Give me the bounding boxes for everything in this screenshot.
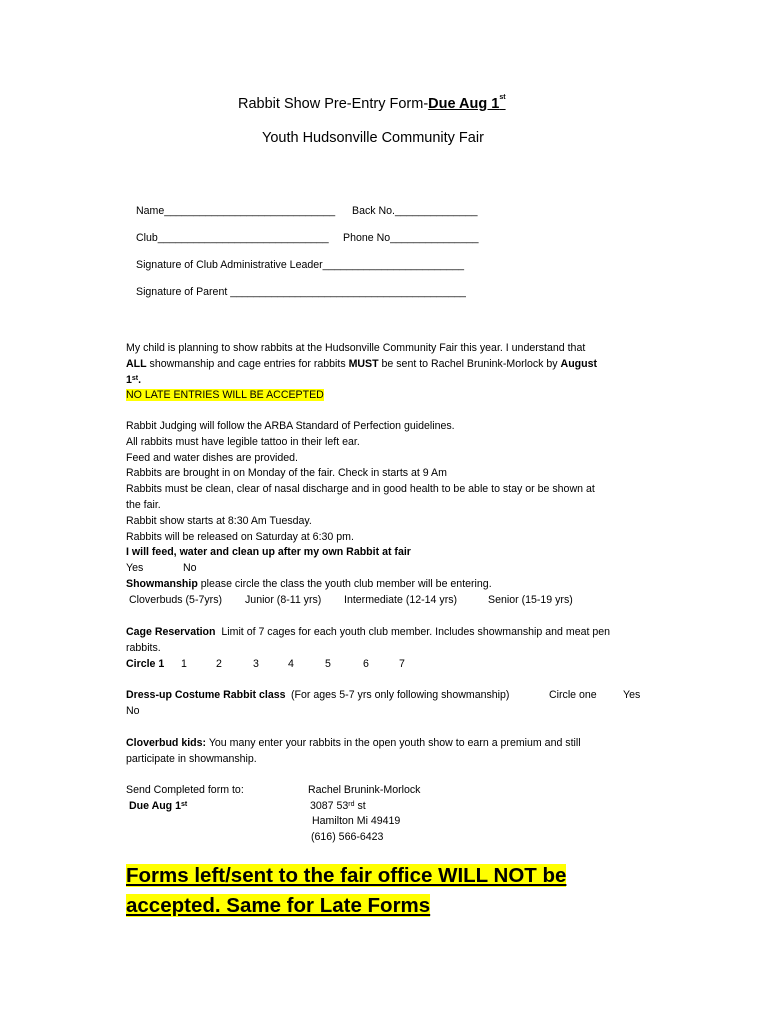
send-due-text: Due Aug 1 — [129, 800, 181, 812]
warning-text-1: Forms left/sent to the fair office WILL NOT be — [126, 864, 567, 887]
costume-circle-one: Circle one — [549, 689, 597, 701]
cage-line-1 — [126, 625, 646, 641]
pledge-no[interactable]: No — [183, 562, 197, 575]
cloverbud-line-1 — [126, 736, 646, 752]
form-title — [238, 96, 506, 112]
showmanship-classes — [126, 593, 646, 609]
rule-health-cont: the fair. — [126, 498, 161, 511]
intro-line-1: My child is planning to show rabbits at the Hudsonville Community Fair this year. I understand that — [126, 342, 586, 354]
cage-circle-row — [126, 657, 646, 673]
cage-option-3[interactable]: 3 — [253, 657, 259, 670]
cage-option-6[interactable]: 6 — [363, 657, 369, 670]
showmanship-text: please circle the class the youth club member will be entering. — [197, 577, 492, 590]
cage-option-2[interactable]: 2 — [216, 657, 222, 670]
intro-paragraph — [126, 341, 646, 404]
costume-yes[interactable]: Yes — [623, 689, 641, 701]
signature-parent-field[interactable]: Signature of Parent ________________________________________ — [136, 286, 466, 298]
pledge-yes[interactable]: Yes — [126, 562, 144, 575]
intro-line-2a: showmanship and cage entries for rabbits — [146, 357, 349, 370]
warning-line-1 — [126, 860, 566, 892]
no-late-entries-text: NO LATE ENTRIES WILL BE ACCEPTED — [126, 389, 324, 402]
cage-line-2: rabbits. — [126, 641, 161, 654]
cage-reservation — [126, 625, 646, 672]
cage-option-4[interactable]: 4 — [288, 657, 294, 670]
cloverbud-label: Cloverbud kids: — [126, 737, 207, 749]
title-due-text: Due Aug 1 — [428, 96, 500, 112]
rule-dishes: Feed and water dishes are provided. — [126, 451, 298, 464]
intro-all: ALL — [126, 357, 147, 370]
warning-text-2: accepted. Same for Late Forms — [126, 894, 431, 917]
rule-show-start: Rabbit show starts at 8:30 Am Tuesday. — [126, 514, 312, 527]
street-number: 3087 53 — [310, 800, 349, 812]
title-due-sup: st — [499, 94, 506, 101]
rule-tattoo: All rabbits must have legible tattoo in their left ear. — [126, 435, 360, 448]
recipient-phone: (616) 566-6423 — [311, 831, 384, 843]
costume-text: (For ages 5-7 yrs only following showmanship) — [291, 689, 510, 701]
costume-class — [126, 688, 646, 720]
rule-health: Rabbits must be clean, clear of nasal discharge and in good health to be able to stay or be shown at — [126, 483, 595, 496]
title-prefix: Rabbit Show Pre-Entry Form- — [238, 96, 429, 112]
costume-no[interactable]: No — [126, 704, 140, 717]
cage-label: Cage Reservation — [126, 626, 216, 638]
send-label: Send Completed form to: — [126, 784, 244, 796]
costume-label: Dress-up Costume Rabbit class — [126, 689, 286, 701]
showmanship-line — [126, 577, 646, 593]
cloverbud-line-2: participate in showmanship. — [126, 752, 257, 765]
recipient-city: Hamilton Mi 49419 — [312, 815, 401, 827]
cage-option-5[interactable]: 5 — [325, 657, 331, 670]
class-cloverbuds[interactable]: Cloverbuds (5-7yrs) — [129, 593, 223, 606]
class-intermediate[interactable]: Intermediate (12-14 yrs) — [344, 593, 458, 606]
street-sup: rd — [348, 801, 355, 808]
pledge-statement: I will feed, water and clean up after my own Rabbit at fair — [126, 546, 411, 559]
name-field[interactable]: Name_____________________________ — [136, 205, 336, 217]
cloverbud-text-a: You many enter your rabbits in the open youth show to earn a premium and still — [206, 737, 581, 749]
recipient-street — [310, 799, 366, 815]
warning-line-2 — [126, 890, 430, 922]
costume-line-1 — [126, 688, 646, 704]
intro-august: August — [560, 357, 598, 370]
rule-judging: Rabbit Judging will follow the ARBA Standard of Perfection guidelines. — [126, 420, 455, 432]
cage-option-1[interactable]: 1 — [181, 657, 187, 670]
intro-date-sup: st — [131, 374, 139, 382]
send-due-date — [129, 799, 187, 815]
cage-circle-label: Circle 1 — [126, 657, 165, 670]
intro-line-2b: be sent to Rachel Brunink-Morlock by — [378, 357, 561, 370]
street-suffix: st — [354, 800, 366, 812]
intro-line-2 — [126, 357, 646, 373]
intro-date-end: . — [138, 373, 142, 386]
cage-text-a: Limit of 7 cages for each youth club member. Includes showmanship and meat pen — [215, 626, 611, 638]
class-junior[interactable]: Junior (8-11 yrs) — [245, 593, 322, 606]
class-senior[interactable]: Senior (15-19 yrs) — [488, 593, 573, 606]
form-subtitle: Youth Hudsonville Community Fair — [262, 130, 484, 146]
title-due-date — [428, 96, 505, 112]
no-late-entries — [126, 388, 646, 404]
intro-must: MUST — [348, 357, 379, 370]
rules-list — [126, 419, 646, 609]
send-due-sup: st — [181, 801, 188, 808]
pledge-options — [126, 561, 646, 577]
club-field[interactable]: Club_____________________________ — [136, 232, 329, 244]
intro-date-num: 1 — [126, 373, 132, 386]
showmanship-label: Showmanship — [126, 577, 198, 590]
signature-leader-field[interactable]: Signature of Club Administrative Leader________________________ — [136, 259, 465, 271]
cloverbud-note — [126, 736, 646, 768]
rule-check-in: Rabbits are brought in on Monday of the fair. Check in starts at 9 Am — [126, 467, 447, 480]
recipient-name: Rachel Brunink-Morlock — [308, 784, 421, 796]
intro-date — [126, 373, 646, 389]
rule-release: Rabbits will be released on Saturday at 6:30 pm. — [126, 530, 354, 543]
phone-no-field[interactable]: Phone No_______________ — [343, 232, 479, 244]
cage-option-7[interactable]: 7 — [399, 657, 405, 670]
back-no-field[interactable]: Back No.______________ — [352, 205, 478, 217]
